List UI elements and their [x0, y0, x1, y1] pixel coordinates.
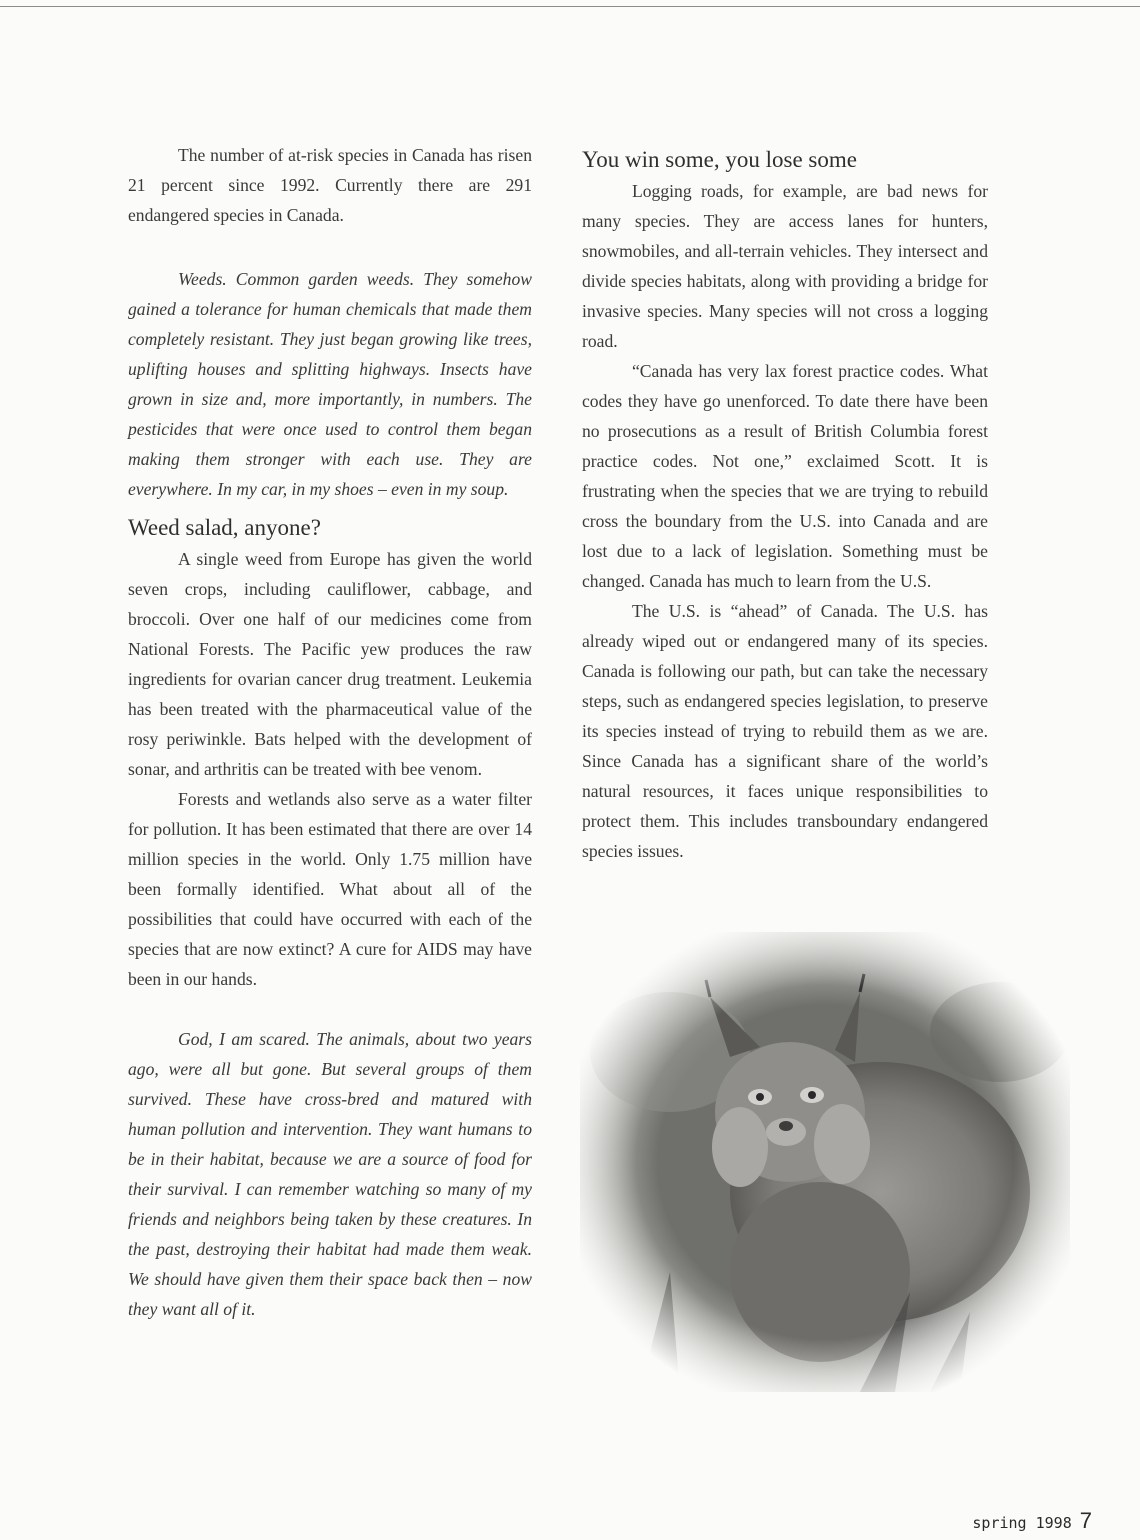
intro-paragraph: The number of at-risk species in Canada has risen 21 percent since 1992. Currently there are 291 endangered species in Canada.	[128, 145, 532, 225]
page-footer	[972, 1508, 1092, 1534]
body-paragraph-forests: Forests and wetlands also serve as a water filter for pollution. It has been estimated that there are over 14 million species in the world. Only 1.75 million have been formally identified. What about all of the possibilities that could have occurred with each of the species that are now extinct? A cure for AIDS may have been in our hands.	[128, 789, 532, 989]
body-paragraph-weed: A single weed from Europe has given the world seven crops, including cauliflower, cabbage, and broccoli. Over one half of our medicines come from National Forests. The Pacific yew produces the raw ingredients for ovarian cancer drug treatment. Leukemia has been treated with the pharmaceutical value of the rosy periwinkle. Bats helped with the development of sonar, and arthritis can be treated with bee venom.	[128, 549, 532, 779]
italic-passage-weeds: Weeds. Common garden weeds. They somehow gained a tolerance for human chemicals that made them completely resistant. They just began growing like trees, uplifting houses and splitting highways. Insects have grown in size and, more importantly, in numbers. The pesticides that were once used to control them began making them stronger with each use. They are everywhere. In my car, in my shoes – even in my soup.	[128, 269, 532, 499]
body-paragraph-canada-codes: “Canada has very lax forest practice codes. What codes they have go unenforced. To date there have been no prosecutions as a result of British Columbia forest practice codes. Not one,” exclaimed Scott. It is frustrating when the species that we are trying to rebuild cross the boundary from the U.S. into Canada and are lost due to a lack of legislation. Something must be changed. Canada has much to learn from the U.S.	[582, 361, 988, 591]
left-column	[128, 140, 532, 1324]
issue-label: spring 1998	[972, 1514, 1072, 1532]
top-rule	[0, 6, 1140, 7]
right-column	[582, 140, 988, 866]
lynx-photo	[580, 932, 1070, 1392]
section-heading-weed-salad: Weed salad, anyone?	[128, 515, 321, 540]
italic-passage-animals: God, I am scared. The animals, about two years ago, were all but gone. But several groups of them survived. These have cross-bred and matured with human pollution and intervention. They want humans to be in their habitat, because we are a source of food for their survival. I can remember watching so many of my friends and neighbors being taken by these creatures. In the past, destroying their habitat had made them weak. We should have given them their space back then – now they want all of it.	[128, 1029, 532, 1319]
page-number: 7	[1079, 1508, 1092, 1533]
body-paragraph-us-ahead: The U.S. is “ahead” of Canada. The U.S. has already wiped out or endangered many of its species. Canada is following our path, but can take the necessary steps, such as endangered species legislation, to preserve its species instead of trying to rebuild them as we are. Since Canada has a significant share of the world’s natural resources, it faces unique responsibilities to protect them. This includes transboundary endangered species issues.	[582, 601, 988, 861]
body-paragraph-logging: Logging roads, for example, are bad news for many species. They are access lanes for hunters, snowmobiles, and all-terrain vehicles. They intersect and divide species habitats, along with providing a bridge for invasive species. Many species will not cross a logging road.	[582, 181, 988, 351]
section-heading-win-lose: You win some, you lose some	[582, 147, 857, 172]
